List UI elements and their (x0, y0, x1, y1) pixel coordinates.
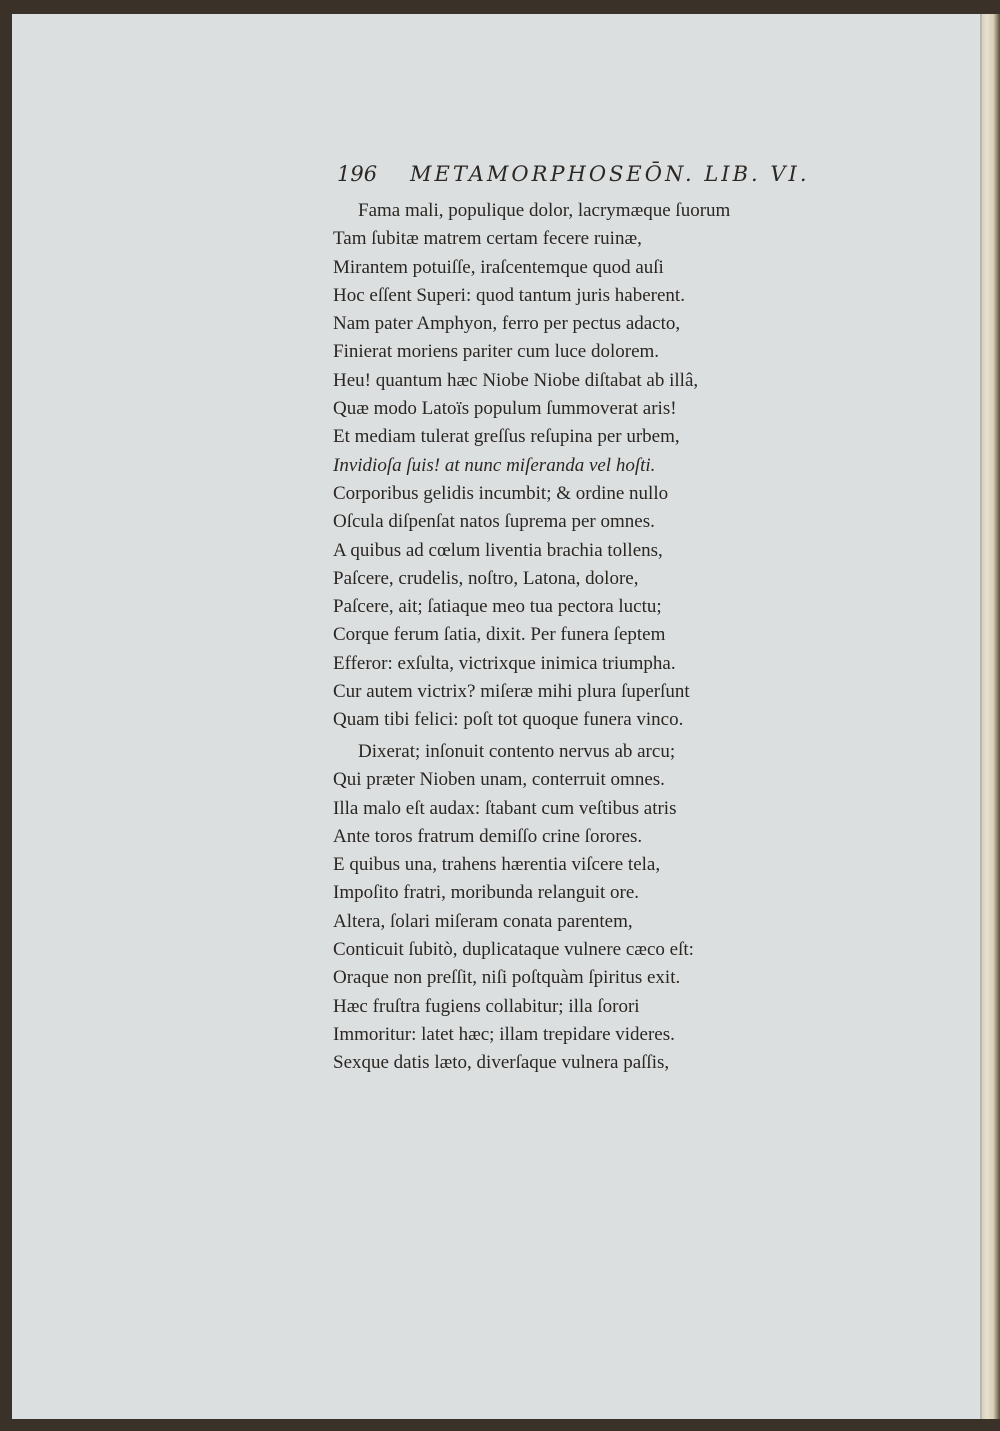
verse-line: Heu! quantum hæc Niobe Niobe diſtabat ab illâ, (333, 369, 699, 391)
verse-line: Oraque non preſſit, niſi poſtquàm ſpiritus exit. (333, 967, 681, 989)
verse-line: Illa malo eſt audax: ſtabant cum veſtibus atris (333, 797, 677, 819)
verse-line: Impoſito fratri, moribunda relanguit ore. (333, 882, 640, 904)
verse-line: Hæc fruſtra fugiens collabitur; illa ſorori (333, 995, 640, 1017)
verse-line: Dixerat; inſonuit contento nervus ab arcu; (358, 741, 676, 762)
verse-line: Oſcula diſpenſat natos ſuprema per omnes. (333, 511, 655, 533)
verse-line: Finierat moriens pariter cum luce dolorem. (333, 341, 660, 363)
verse-line: Corporibus gelidis incumbit; & ordine nullo (333, 482, 669, 504)
page-number: 196 (337, 162, 378, 186)
verse-line: Nam pater Amphyon, ferro per pectus adacto, (333, 313, 681, 335)
running-header (337, 160, 837, 192)
verse-line: E quibus una, trahens hærentia viſcere tela, (333, 854, 661, 876)
verse-line: Corque ferum ſatia, dixit. Per funera ſeptem (333, 624, 666, 646)
verse-line: Conticuit ſubitò, duplicataque vulnere cæco eſt: (333, 939, 694, 961)
verse-line: Ante toros fratrum demiſſo crine ſorores. (333, 825, 643, 847)
verse-line: Invidioſa ſuis! at nunc miſeranda vel hoſti. (333, 454, 656, 476)
verse-line: Cur autem victrix? miſeræ mihi plura ſuperſunt (333, 681, 690, 703)
verse-line: Paſcere, crudelis, noſtro, Latona, dolore, (333, 567, 639, 589)
verse-line: Paſcere, ait; ſatiaque meo tua pectora luctu; (333, 596, 662, 618)
verse-line: A quibus ad cœlum liventia brachia tollens, (333, 539, 663, 561)
verse-line: Immoritur: latet hæc; illam trepidare videres. (333, 1023, 675, 1045)
verse-line: Quam tibi felici: poſt tot quoque funera vinco. (333, 709, 684, 731)
verse-line: Et mediam tulerat greſſus reſupina per urbem, (333, 426, 680, 448)
verse-stanza (333, 738, 833, 1078)
verse-line: Quæ modo Latoïs populum ſummoverat aris! (333, 398, 677, 420)
verse-line: Efferor: exſulta, victrixque inimica triumpha. (333, 652, 676, 674)
verse-stanza (333, 197, 833, 735)
verse-line: Tam ſubitæ matrem certam fecere ruinæ, (333, 228, 642, 250)
verse-line: Altera, ſolari miſeram conata parentem, (333, 910, 633, 932)
running-title: METAMORPHOSEŌN. LIB. VI. (410, 162, 810, 186)
verse-line: Fama mali, populique dolor, lacrymæque ſuorum (358, 200, 731, 221)
verse-line: Sexque datis læto, diverſaque vulnera paſſis, (333, 1052, 670, 1074)
verse-line: Mirantem potuiſſe, iraſcentemque quod auſi (333, 256, 664, 278)
verse-line: Qui præter Nioben unam, conterruit omnes. (333, 769, 665, 791)
verse-line: Hoc eſſent Superi: quod tantum juris haberent. (333, 284, 685, 306)
